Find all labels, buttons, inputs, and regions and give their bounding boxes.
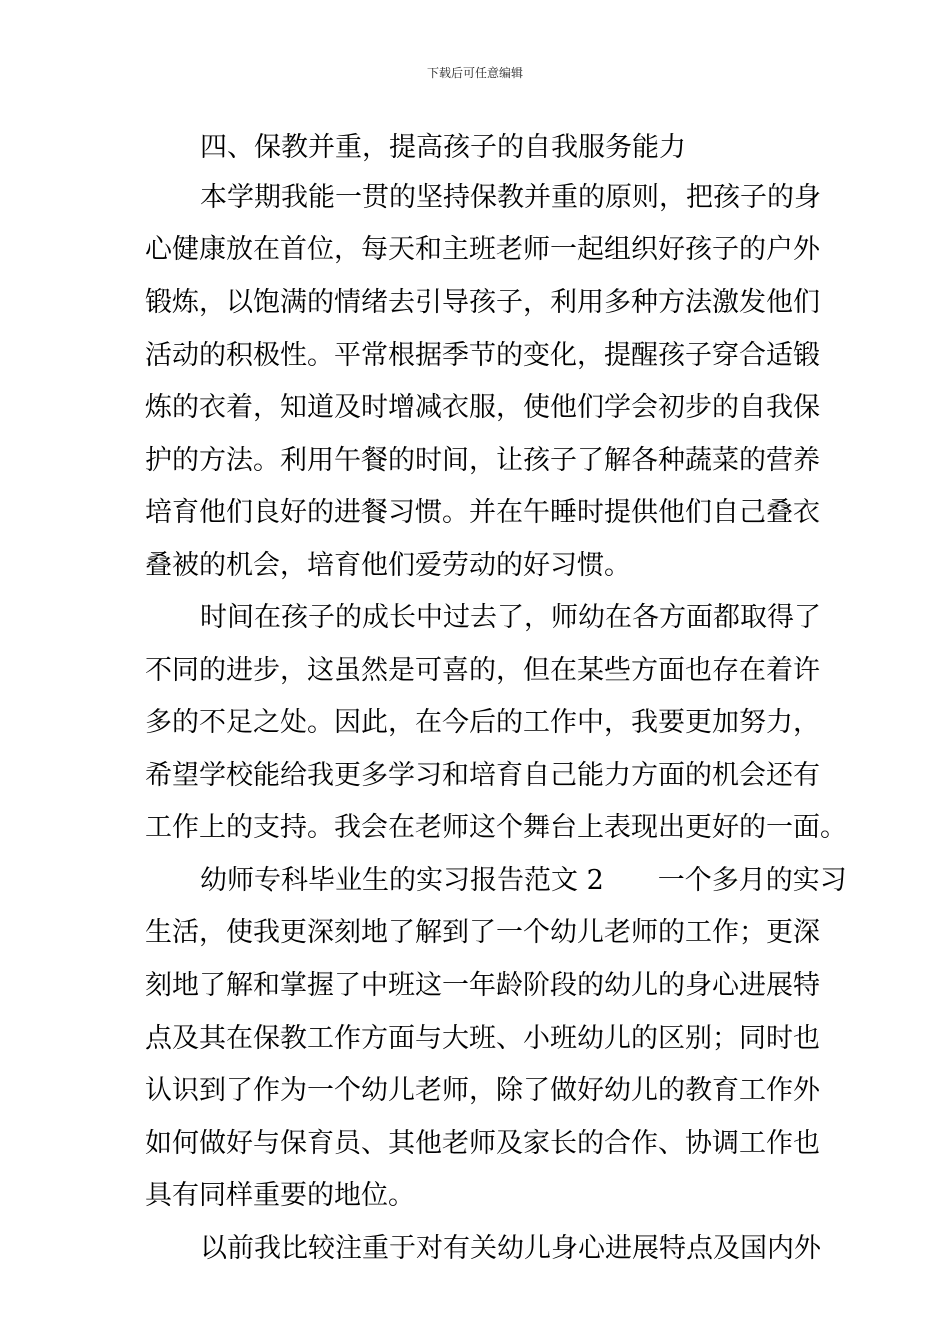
text-line: 护的方法。利用午餐的时间，让孩子了解各种蔬菜的营养 bbox=[145, 445, 820, 476]
text-line: 培育他们良好的进餐习惯。并在午睡时提供他们自己叠衣 bbox=[145, 497, 820, 528]
page-header: 下载后可任意编辑 bbox=[426, 66, 523, 80]
text-line: 心健康放在首位，每天和主班老师一起组织好孩子的户外 bbox=[145, 234, 820, 265]
text-line: 认识到了作为一个幼儿老师，除了做好幼儿的教育工作外 bbox=[145, 1075, 820, 1106]
text-line: 本学期我能一贯的坚持保教并重的原则，把孩子的身 bbox=[200, 182, 821, 213]
text-line: 叠被的机会，培育他们爱劳动的好习惯。 bbox=[145, 550, 631, 581]
text-line: 锻炼，以饱满的情绪去引导孩子，利用多种方法激发他们 bbox=[145, 287, 820, 318]
text-line: 点及其在保教工作方面与大班、小班幼儿的区别；同时也 bbox=[145, 1023, 820, 1054]
text-line: 生活，使我更深刻地了解到了一个幼儿老师的工作；更深 bbox=[145, 917, 820, 948]
text-line: 如何做好与保育员、其他老师及家长的合作、协调工作也 bbox=[145, 1128, 820, 1159]
text-line: 活动的积极性。平常根据季节的变化，提醒孩子穿合适锻 bbox=[145, 340, 820, 371]
text-line: 炼的衣着，知道及时增减衣服，使他们学会初步的自我保 bbox=[145, 392, 820, 423]
text-line: 刻地了解和掌握了中班这一年龄阶段的幼儿的身心进展特 bbox=[145, 970, 820, 1001]
text-line: 工作上的支持。我会在老师这个舞台上表现出更好的一面。 bbox=[145, 812, 847, 843]
text-line: 具有同样重要的地位。 bbox=[145, 1180, 415, 1211]
text-line: 幼师专科毕业生的实习报告范文 2 一个多月的实习 bbox=[200, 865, 847, 896]
text-line: 时间在孩子的成长中过去了，师幼在各方面都取得了 bbox=[200, 602, 821, 633]
text-line: 多的不足之处。因此，在今后的工作中，我要更加努力， bbox=[145, 707, 820, 738]
text-line: 不同的进步，这虽然是可喜的，但在某些方面也存在着许 bbox=[145, 655, 820, 686]
text-line: 以前我比较注重于对有关幼儿身心进展特点及国内外 bbox=[200, 1233, 821, 1264]
section-heading: 四、保教并重，提高孩子的自我服务能力 bbox=[200, 132, 686, 163]
text-line: 希望学校能给我更多学习和培育自己能力方面的机会还有 bbox=[145, 760, 820, 791]
